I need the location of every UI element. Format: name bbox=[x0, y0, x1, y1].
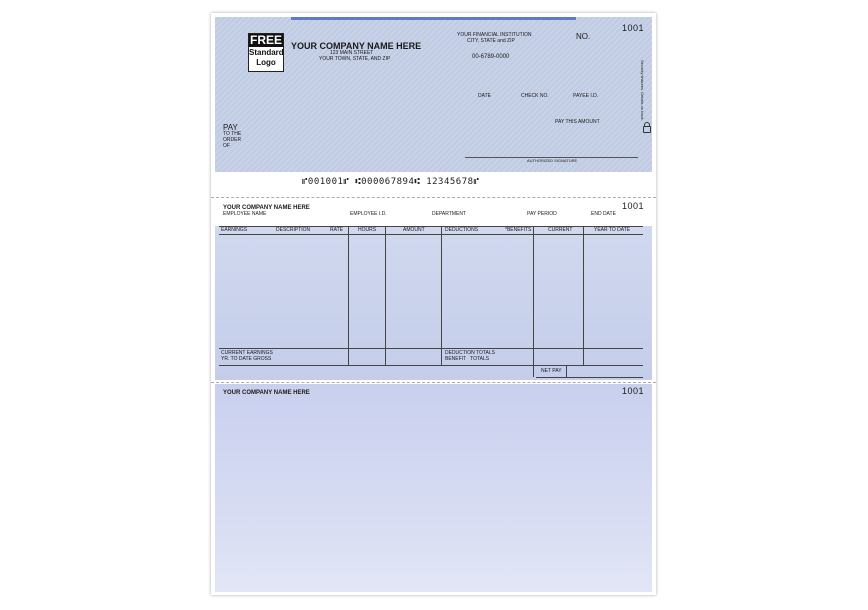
check-company-town: YOUR TOWN, STATE, AND ZIP bbox=[319, 56, 391, 62]
logo-line2: Logo bbox=[256, 58, 276, 67]
current-earnings-label: CURRENT EARNINGS bbox=[221, 350, 273, 356]
col-divider-benefits bbox=[533, 226, 534, 377]
perforation-bottom bbox=[211, 382, 656, 383]
routing-fraction: 00-6789-0000 bbox=[472, 54, 510, 60]
net-pay-divider bbox=[566, 365, 567, 377]
ytd-gross-label: YR. TO DATE GROSS bbox=[221, 356, 272, 362]
payee-id-label: PAYEE I.D. bbox=[573, 93, 599, 99]
date-label: DATE bbox=[478, 93, 491, 99]
col-divider-hours bbox=[385, 226, 386, 365]
employee-name-label: EMPLOYEE NAME bbox=[223, 211, 267, 217]
col-rate: RATE bbox=[330, 227, 343, 233]
department-label: DEPARTMENT bbox=[432, 211, 466, 217]
col-earnings: EARNINGS bbox=[221, 227, 248, 233]
col-year-to-date: YEAR TO DATE bbox=[594, 227, 631, 233]
stub2-company-name: YOUR COMPANY NAME HERE bbox=[223, 390, 310, 396]
grid-totals-line bbox=[219, 348, 643, 349]
col-description: DESCRIPTION bbox=[276, 227, 311, 233]
stub1-company-name: YOUR COMPANY NAME HERE bbox=[223, 205, 310, 211]
col-divider-amount bbox=[441, 226, 442, 365]
benefit-totals-label: BENEFIT TOTALS bbox=[445, 356, 490, 362]
col-hours: HOURS bbox=[358, 227, 377, 233]
to-the-label: TO THE bbox=[223, 131, 242, 137]
check-company-name: YOUR COMPANY NAME HERE bbox=[291, 41, 422, 51]
net-pay-bottom-line bbox=[536, 377, 643, 378]
check-number: 1001 bbox=[622, 23, 645, 33]
free-standard-logo bbox=[248, 33, 284, 72]
stub2-number: 1001 bbox=[622, 386, 645, 396]
col-divider-current bbox=[583, 226, 584, 365]
grid-bottom-line bbox=[219, 365, 643, 366]
check-no-heading: NO. bbox=[576, 32, 591, 41]
net-pay-label: NET PAY bbox=[541, 368, 562, 374]
logo-free-text: FREE bbox=[249, 33, 282, 47]
order-label: ORDER bbox=[223, 137, 242, 143]
col-deductions: DEDUCTIONS bbox=[445, 227, 479, 233]
check-no-label: CHECK NO. bbox=[521, 93, 549, 99]
col-divider-rate bbox=[348, 226, 349, 365]
check-company-street: 123 MAIN STREET bbox=[330, 50, 374, 56]
micr-line: ⑈001001⑈ ⑆000067894⑆ 12345678⑈ bbox=[302, 177, 480, 187]
pay-label: PAY bbox=[223, 123, 238, 132]
pay-period-label: PAY PERIOD bbox=[527, 211, 557, 217]
pay-stub-2 bbox=[215, 384, 652, 592]
col-current: CURRENT bbox=[548, 227, 573, 233]
logo-line1: Standard bbox=[249, 48, 284, 57]
col-benefits: *BENEFITS bbox=[505, 227, 532, 233]
pay-amount-label: PAY THIS AMOUNT bbox=[555, 119, 600, 125]
padlock-icon bbox=[643, 126, 651, 133]
bank-name: YOUR FINANCIAL INSTITUTION bbox=[457, 32, 532, 38]
security-features-text: Security features. Details on back. bbox=[640, 60, 645, 121]
of-label: OF bbox=[223, 143, 230, 149]
signature-label: AUTHORIZED SIGNATURE bbox=[527, 158, 578, 163]
bank-city: CITY, STATE and ZIP bbox=[467, 38, 515, 44]
employee-id-label: EMPLOYEE I.D. bbox=[350, 211, 387, 217]
grid-header-line bbox=[219, 234, 643, 235]
check-top-bar bbox=[291, 17, 576, 20]
col-amount: AMOUNT bbox=[403, 227, 425, 233]
end-date-label: END DATE bbox=[591, 211, 616, 217]
stub1-number: 1001 bbox=[622, 201, 645, 211]
deduction-totals-label: DEDUCTION TOTALS bbox=[445, 350, 496, 356]
